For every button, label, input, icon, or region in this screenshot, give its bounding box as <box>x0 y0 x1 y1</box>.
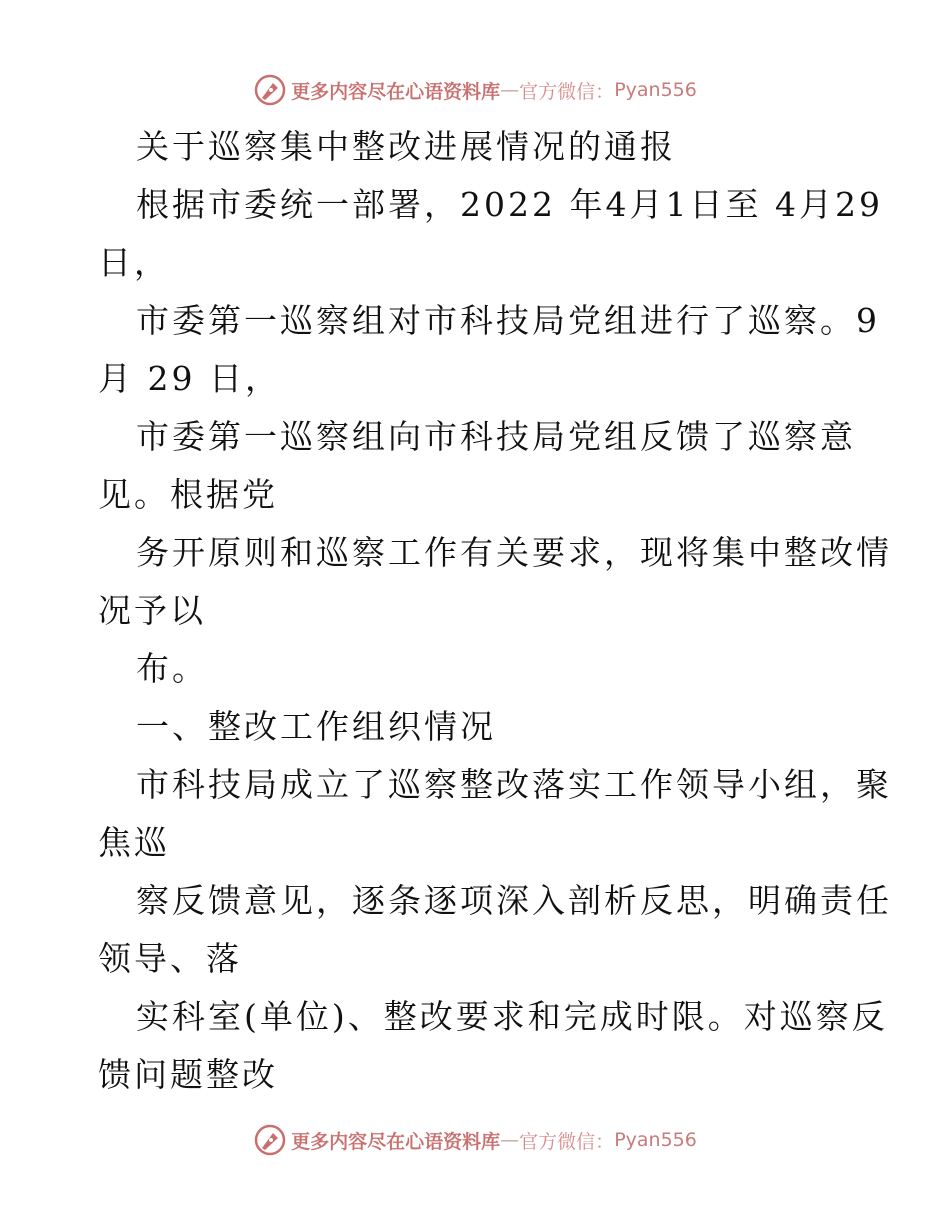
watermark-handle: Pyan556 <box>614 79 697 101</box>
document-line: 一、整改工作组织情况 <box>136 707 496 746</box>
document-line: 察反馈意见，逐条逐项深入剖析反思，明确责任 <box>136 881 892 920</box>
watermark-handle: Pyan556 <box>614 1129 697 1151</box>
watermark-brand: 更多内容尽在心语资料库 <box>291 1130 501 1153</box>
document-line: 市科技局成立了巡察整改落实工作领导小组，聚 <box>136 765 892 804</box>
document-line: 日， <box>98 243 170 282</box>
document-line: 关于巡察集中整改进展情况的通报 <box>136 127 676 166</box>
watermark-brand: 更多内容尽在心语资料库 <box>291 80 501 103</box>
watermark-official-label: 官方微信： <box>519 1130 615 1153</box>
document-line: 见。根据党 <box>98 475 278 514</box>
watermark-official-label: 官方微信： <box>519 80 615 103</box>
document-line: 根据市委统一部署，2022 年4月1日至 4月29 <box>136 185 883 224</box>
document-line: 月 29 日， <box>98 359 281 398</box>
document-line: 市委第一巡察组向市科技局党组反馈了巡察意 <box>136 417 856 456</box>
document-line: 实科室(单位)、整改要求和完成时限。对巡察反 <box>136 997 888 1036</box>
pen-nib-logo-icon <box>253 1123 287 1157</box>
watermark-separator: — <box>500 1129 520 1151</box>
footer-watermark <box>0 1120 950 1160</box>
document-line: 焦巡 <box>98 823 170 862</box>
document-line: 布。 <box>136 649 208 688</box>
header-watermark <box>0 70 950 110</box>
document-line: 况予以 <box>98 591 206 630</box>
document-line: 务开原则和巡察工作有关要求，现将集中整改情 <box>136 533 892 572</box>
pen-nib-logo-icon <box>253 73 287 107</box>
document-line: 市委第一巡察组对市科技局党组进行了巡察。9 <box>136 301 880 340</box>
document-line: 领导、落 <box>98 939 242 978</box>
document-line: 馈问题整改 <box>98 1055 278 1094</box>
watermark-separator: — <box>500 79 520 101</box>
